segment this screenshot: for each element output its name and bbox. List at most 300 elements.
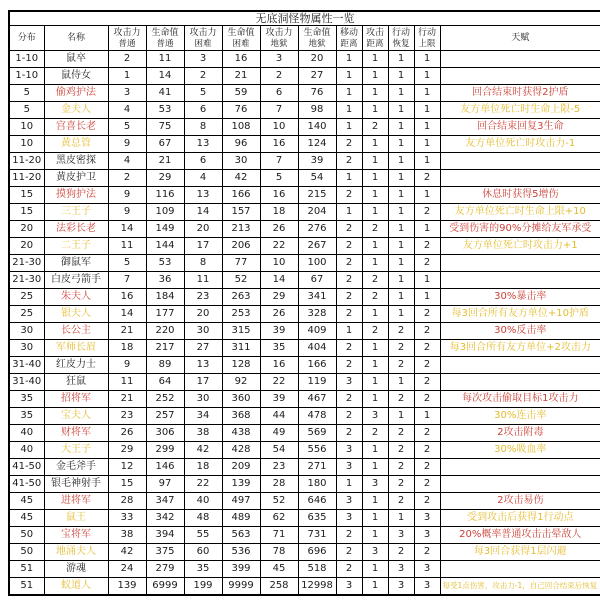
cell-hp-hard: 206 <box>222 238 260 255</box>
cell-talent: 每受1点伤害，攻击力-1，自己回合结束后恢复 <box>440 578 600 596</box>
cell-talent: 每3回合所有友方单位+2攻击力 <box>440 340 600 357</box>
cell-move-range: 1 <box>336 102 362 119</box>
cell-hp-hell: 119 <box>298 374 336 391</box>
cell-attack-normal: 11 <box>108 374 146 391</box>
table-row <box>9 119 600 136</box>
table-row <box>9 391 600 408</box>
table-row <box>9 102 600 119</box>
table-row <box>9 221 600 238</box>
table-row <box>9 255 600 272</box>
cell-distribution: 25 <box>9 306 44 323</box>
cell-talent: 回合结束回复3生命 <box>440 119 600 136</box>
cell-attack-range: 1 <box>362 561 388 578</box>
cell-monster-name: 白皮弓箭手 <box>44 272 108 289</box>
cell-attack-hard: 42 <box>184 442 222 459</box>
cell-attack-normal: 38 <box>108 527 146 544</box>
cell-move-range: 3 <box>336 374 362 391</box>
cell-distribution: 41-50 <box>9 476 44 493</box>
cell-hp-normal: 6999 <box>146 578 184 596</box>
cell-attack-range: 1 <box>362 153 388 170</box>
cell-action-recover: 1 <box>388 102 414 119</box>
cell-monster-name: 鼠侍女 <box>44 68 108 85</box>
cell-hp-hard: 311 <box>222 340 260 357</box>
cell-monster-name: 黄皮护卫 <box>44 170 108 187</box>
cell-attack-hard: 22 <box>184 476 222 493</box>
cell-hp-normal: 394 <box>146 527 184 544</box>
cell-distribution: 30 <box>9 323 44 340</box>
table-row <box>9 51 600 68</box>
cell-attack-hard: 60 <box>184 544 222 561</box>
cell-action-recover: 1 <box>388 68 414 85</box>
cell-attack-hell: 23 <box>260 459 298 476</box>
cell-hp-hard: 42 <box>222 170 260 187</box>
cell-talent: 友方单位死亡时生命上限-5 <box>440 102 600 119</box>
cell-attack-hard: 40 <box>184 493 222 510</box>
cell-hp-hard: 76 <box>222 102 260 119</box>
cell-hp-hard: 497 <box>222 493 260 510</box>
cell-hp-hard: 399 <box>222 561 260 578</box>
cell-attack-normal: 12 <box>108 459 146 476</box>
cell-move-range: 3 <box>336 578 362 596</box>
cell-attack-hard: 17 <box>184 238 222 255</box>
cell-distribution: 15 <box>9 204 44 221</box>
cell-attack-hard: 13 <box>184 187 222 204</box>
cell-hp-hell: 518 <box>298 561 336 578</box>
cell-hp-normal: 11 <box>146 51 184 68</box>
cell-move-range: 1 <box>336 119 362 136</box>
cell-action-recover: 1 <box>388 170 414 187</box>
col-header-action-recover: 行动 恢复 <box>388 26 414 51</box>
cell-action-limit: 2 <box>414 357 440 374</box>
cell-action-recover: 1 <box>388 187 414 204</box>
cell-action-recover: 2 <box>388 476 414 493</box>
cell-attack-hell: 16 <box>260 357 298 374</box>
cell-attack-hard: 20 <box>184 221 222 238</box>
cell-attack-hell: 39 <box>260 323 298 340</box>
cell-monster-name: 进将军 <box>44 493 108 510</box>
cell-attack-hard: 6 <box>184 102 222 119</box>
cell-attack-hard: 38 <box>184 425 222 442</box>
cell-attack-range: 1 <box>362 510 388 527</box>
cell-hp-hell: 39 <box>298 153 336 170</box>
cell-hp-hard: 128 <box>222 357 260 374</box>
cell-move-range: 2 <box>336 527 362 544</box>
cell-move-range: 3 <box>336 459 362 476</box>
cell-attack-hard: 4 <box>184 170 222 187</box>
cell-monster-name: 狂鼠 <box>44 374 108 391</box>
cell-action-limit: 2 <box>414 340 440 357</box>
cell-talent <box>440 170 600 187</box>
cell-attack-range: 1 <box>362 493 388 510</box>
cell-attack-normal: 11 <box>108 238 146 255</box>
cell-move-range: 2 <box>336 272 362 289</box>
cell-hp-hell: 76 <box>298 85 336 102</box>
cell-hp-hell: 328 <box>298 306 336 323</box>
cell-talent: 受到攻击后获得1行动点 <box>440 510 600 527</box>
cell-talent <box>440 153 600 170</box>
table-row <box>9 510 600 527</box>
cell-attack-normal: 5 <box>108 119 146 136</box>
cell-action-limit: 2 <box>414 544 440 561</box>
cell-hp-hell: 569 <box>298 425 336 442</box>
cell-attack-hard: 2 <box>184 68 222 85</box>
cell-action-recover: 1 <box>388 306 414 323</box>
cell-attack-hell: 22 <box>260 374 298 391</box>
cell-monster-name: 宝将军 <box>44 527 108 544</box>
cell-attack-normal: 29 <box>108 442 146 459</box>
cell-attack-range: 1 <box>362 459 388 476</box>
cell-attack-hell: 258 <box>260 578 298 596</box>
table-row <box>9 68 600 85</box>
cell-attack-range: 1 <box>362 51 388 68</box>
cell-action-recover: 1 <box>388 221 414 238</box>
cell-attack-normal: 21 <box>108 323 146 340</box>
cell-action-recover: 2 <box>388 340 414 357</box>
cell-attack-hard: 11 <box>184 272 222 289</box>
cell-attack-hell: 5 <box>260 170 298 187</box>
cell-talent: 友方单位死亡时攻击力+1 <box>440 238 600 255</box>
cell-action-recover: 1 <box>388 510 414 527</box>
table-row <box>9 374 600 391</box>
cell-move-range: 2 <box>336 391 362 408</box>
cell-monster-name: 三王子 <box>44 204 108 221</box>
cell-distribution: 41-50 <box>9 459 44 476</box>
cell-distribution: 1-10 <box>9 51 44 68</box>
col-header-name: 名称 <box>44 26 108 51</box>
cell-talent <box>440 459 600 476</box>
cell-attack-hell: 3 <box>260 51 298 68</box>
cell-attack-range: 2 <box>362 289 388 306</box>
cell-hp-hell: 54 <box>298 170 336 187</box>
cell-attack-hell: 2 <box>260 68 298 85</box>
table-row <box>9 170 600 187</box>
cell-attack-hell: 26 <box>260 306 298 323</box>
cell-talent <box>440 374 600 391</box>
cell-distribution: 40 <box>9 442 44 459</box>
cell-attack-normal: 139 <box>108 578 146 596</box>
cell-attack-hell: 28 <box>260 476 298 493</box>
cell-monster-name: 游魂 <box>44 561 108 578</box>
cell-hp-hell: 215 <box>298 187 336 204</box>
cell-hp-normal: 64 <box>146 374 184 391</box>
cell-hp-hell: 271 <box>298 459 336 476</box>
cell-hp-normal: 375 <box>146 544 184 561</box>
cell-hp-normal: 146 <box>146 459 184 476</box>
cell-action-limit: 2 <box>414 442 440 459</box>
col-header-action-limit: 行动 上限 <box>414 26 440 51</box>
cell-hp-hard: 96 <box>222 136 260 153</box>
cell-move-range: 2 <box>336 289 362 306</box>
cell-distribution: 21-30 <box>9 272 44 289</box>
cell-attack-range: 1 <box>362 306 388 323</box>
cell-attack-normal: 18 <box>108 340 146 357</box>
cell-attack-range: 1 <box>362 85 388 102</box>
cell-attack-normal: 21 <box>108 391 146 408</box>
cell-action-limit: 2 <box>414 204 440 221</box>
cell-monster-name: 鼠王 <box>44 510 108 527</box>
cell-move-range: 2 <box>336 255 362 272</box>
cell-distribution: 35 <box>9 408 44 425</box>
cell-monster-name: 军师长眉 <box>44 340 108 357</box>
cell-distribution: 11-20 <box>9 170 44 187</box>
cell-talent: 休息时获得5增伤 <box>440 187 600 204</box>
cell-action-recover: 2 <box>388 544 414 561</box>
cell-action-limit: 2 <box>414 238 440 255</box>
cell-move-range: 1 <box>336 476 362 493</box>
table-row <box>9 578 600 596</box>
cell-attack-hard: 30 <box>184 391 222 408</box>
cell-monster-name: 御鼠军 <box>44 255 108 272</box>
cell-distribution: 5 <box>9 85 44 102</box>
cell-attack-range: 3 <box>362 408 388 425</box>
cell-hp-hard: 16 <box>222 51 260 68</box>
cell-hp-normal: 67 <box>146 136 184 153</box>
cell-attack-range: 2 <box>362 221 388 238</box>
table-row <box>9 493 600 510</box>
cell-attack-range: 1 <box>362 527 388 544</box>
cell-monster-name: 二王子 <box>44 238 108 255</box>
cell-monster-name: 偷鸡护法 <box>44 85 108 102</box>
cell-monster-name: 招将军 <box>44 391 108 408</box>
cell-hp-normal: 217 <box>146 340 184 357</box>
cell-attack-hard: 14 <box>184 204 222 221</box>
title-row <box>9 11 600 26</box>
cell-attack-range: 2 <box>362 272 388 289</box>
cell-action-recover: 2 <box>388 442 414 459</box>
cell-attack-normal: 4 <box>108 102 146 119</box>
cell-monster-name: 朱夫人 <box>44 289 108 306</box>
cell-hp-normal: 21 <box>146 153 184 170</box>
cell-action-limit: 1 <box>414 153 440 170</box>
cell-attack-range: 1 <box>362 187 388 204</box>
cell-hp-normal: 41 <box>146 85 184 102</box>
cell-distribution: 30 <box>9 340 44 357</box>
cell-action-recover: 2 <box>388 357 414 374</box>
table-row <box>9 408 600 425</box>
cell-attack-range: 2 <box>362 425 388 442</box>
cell-action-limit: 1 <box>414 102 440 119</box>
cell-attack-hell: 14 <box>260 272 298 289</box>
cell-attack-hell: 29 <box>260 289 298 306</box>
cell-attack-range: 1 <box>362 578 388 596</box>
cell-action-recover: 2 <box>388 391 414 408</box>
cell-attack-hell: 62 <box>260 510 298 527</box>
cell-attack-hard: 35 <box>184 561 222 578</box>
cell-action-limit: 3 <box>414 561 440 578</box>
cell-talent <box>440 561 600 578</box>
cell-hp-hard: 92 <box>222 374 260 391</box>
cell-hp-normal: 53 <box>146 102 184 119</box>
cell-attack-range: 1 <box>362 442 388 459</box>
cell-action-limit: 1 <box>414 136 440 153</box>
cell-attack-normal: 42 <box>108 544 146 561</box>
cell-attack-range: 1 <box>362 238 388 255</box>
cell-talent: 友方单位死亡时生命上限+10 <box>440 204 600 221</box>
cell-attack-normal: 33 <box>108 510 146 527</box>
cell-attack-hard: 30 <box>184 323 222 340</box>
table-row <box>9 238 600 255</box>
cell-attack-range: 2 <box>362 119 388 136</box>
cell-distribution: 50 <box>9 544 44 561</box>
cell-action-recover: 1 <box>388 374 414 391</box>
cell-talent <box>440 255 600 272</box>
table-row <box>9 476 600 493</box>
cell-attack-normal: 9 <box>108 357 146 374</box>
cell-attack-normal: 3 <box>108 85 146 102</box>
cell-action-limit: 2 <box>414 425 440 442</box>
cell-distribution: 20 <box>9 221 44 238</box>
cell-monster-name: 大王子 <box>44 442 108 459</box>
cell-attack-normal: 1 <box>108 68 146 85</box>
cell-hp-hard: 213 <box>222 221 260 238</box>
cell-action-recover: 3 <box>388 561 414 578</box>
cell-move-range: 2 <box>336 357 362 374</box>
cell-attack-hard: 34 <box>184 408 222 425</box>
cell-hp-hell: 98 <box>298 102 336 119</box>
cell-attack-range: 2 <box>362 323 388 340</box>
cell-hp-hard: 536 <box>222 544 260 561</box>
cell-move-range: 1 <box>336 170 362 187</box>
table-row <box>9 323 600 340</box>
cell-attack-hell: 71 <box>260 527 298 544</box>
cell-talent <box>440 51 600 68</box>
table-row <box>9 187 600 204</box>
col-header-distribution: 分布 <box>9 26 44 51</box>
cell-hp-hard: 489 <box>222 510 260 527</box>
cell-attack-hard: 20 <box>184 306 222 323</box>
cell-hp-normal: 177 <box>146 306 184 323</box>
cell-hp-hell: 100 <box>298 255 336 272</box>
cell-attack-hard: 199 <box>184 578 222 596</box>
col-header-hp-hell: 生命值 地狱 <box>298 26 336 51</box>
cell-hp-hell: 180 <box>298 476 336 493</box>
cell-hp-hard: 438 <box>222 425 260 442</box>
cell-hp-hell: 696 <box>298 544 336 561</box>
cell-talent: 每3回合获得1层闪避 <box>440 544 600 561</box>
cell-talent: 回合结束时获得2护盾 <box>440 85 600 102</box>
cell-action-recover: 1 <box>388 153 414 170</box>
cell-hp-hard: 77 <box>222 255 260 272</box>
cell-action-recover: 3 <box>388 578 414 596</box>
cell-attack-hell: 16 <box>260 136 298 153</box>
cell-distribution: 1-10 <box>9 68 44 85</box>
cell-attack-normal: 9 <box>108 187 146 204</box>
cell-attack-hell: 78 <box>260 544 298 561</box>
cell-move-range: 2 <box>336 544 362 561</box>
table-row <box>9 544 600 561</box>
cell-hp-hell: 140 <box>298 119 336 136</box>
cell-action-recover: 2 <box>388 323 414 340</box>
cell-hp-hell: 635 <box>298 510 336 527</box>
cell-attack-hell: 16 <box>260 187 298 204</box>
cell-hp-normal: 89 <box>146 357 184 374</box>
cell-action-limit: 3 <box>414 527 440 544</box>
cell-attack-range: 1 <box>362 357 388 374</box>
table-title: 无底洞怪物属性一览 <box>9 11 600 26</box>
cell-hp-hard: 253 <box>222 306 260 323</box>
cell-talent: 30%反击率 <box>440 323 600 340</box>
cell-attack-hell: 7 <box>260 153 298 170</box>
cell-move-range: 2 <box>336 187 362 204</box>
cell-attack-normal: 14 <box>108 306 146 323</box>
cell-monster-name: 长公主 <box>44 323 108 340</box>
cell-hp-hell: 267 <box>298 238 336 255</box>
cell-attack-hell: 10 <box>260 119 298 136</box>
cell-hp-normal: 53 <box>146 255 184 272</box>
cell-action-limit: 1 <box>414 289 440 306</box>
cell-monster-name: 地涌夫人 <box>44 544 108 561</box>
cell-hp-hell: 341 <box>298 289 336 306</box>
cell-hp-normal: 144 <box>146 238 184 255</box>
cell-monster-name: 宝夫人 <box>44 408 108 425</box>
cell-hp-hard: 30 <box>222 153 260 170</box>
cell-talent <box>440 357 600 374</box>
cell-hp-normal: 29 <box>146 170 184 187</box>
cell-talent: 2攻击易伤 <box>440 493 600 510</box>
cell-attack-hard: 8 <box>184 119 222 136</box>
cell-hp-hard: 139 <box>222 476 260 493</box>
cell-attack-normal: 14 <box>108 221 146 238</box>
cell-hp-normal: 279 <box>146 561 184 578</box>
cell-hp-hell: 20 <box>298 51 336 68</box>
cell-move-range: 1 <box>336 85 362 102</box>
cell-hp-normal: 220 <box>146 323 184 340</box>
cell-talent <box>440 68 600 85</box>
cell-move-range: 2 <box>336 425 362 442</box>
cell-attack-normal: 4 <box>108 153 146 170</box>
cell-hp-hell: 646 <box>298 493 336 510</box>
table-row <box>9 85 600 102</box>
cell-hp-normal: 347 <box>146 493 184 510</box>
cell-distribution: 31-40 <box>9 357 44 374</box>
cell-monster-name: 法彩长老 <box>44 221 108 238</box>
cell-action-recover: 1 <box>388 408 414 425</box>
cell-talent: 友方单位死亡时攻击力-1 <box>440 136 600 153</box>
cell-attack-range: 3 <box>362 476 388 493</box>
cell-move-range: 1 <box>336 323 362 340</box>
cell-action-recover: 2 <box>388 493 414 510</box>
cell-distribution: 5 <box>9 102 44 119</box>
cell-hp-hard: 21 <box>222 68 260 85</box>
cell-attack-hard: 3 <box>184 51 222 68</box>
cell-hp-normal: 257 <box>146 408 184 425</box>
cell-move-range: 1 <box>336 68 362 85</box>
cell-distribution: 15 <box>9 187 44 204</box>
cell-attack-range: 1 <box>362 68 388 85</box>
cell-attack-hard: 5 <box>184 85 222 102</box>
cell-hp-hell: 478 <box>298 408 336 425</box>
cell-action-limit: 2 <box>414 170 440 187</box>
cell-move-range: 1 <box>336 204 362 221</box>
cell-monster-name: 黄总管 <box>44 136 108 153</box>
table-row <box>9 153 600 170</box>
col-header-attack-normal: 攻击力 普通 <box>108 26 146 51</box>
cell-distribution: 11-20 <box>9 153 44 170</box>
cell-action-limit: 2 <box>414 476 440 493</box>
cell-move-range: 3 <box>336 510 362 527</box>
cell-talent: 30%暴击率 <box>440 289 600 306</box>
cell-move-range: 2 <box>336 221 362 238</box>
table-row <box>9 289 600 306</box>
cell-attack-normal: 9 <box>108 204 146 221</box>
cell-attack-range: 1 <box>362 204 388 221</box>
cell-action-limit: 1 <box>414 408 440 425</box>
cell-action-recover: 1 <box>388 136 414 153</box>
cell-hp-normal: 97 <box>146 476 184 493</box>
cell-action-recover: 3 <box>388 527 414 544</box>
cell-move-range: 1 <box>336 51 362 68</box>
cell-attack-hard: 6 <box>184 153 222 170</box>
